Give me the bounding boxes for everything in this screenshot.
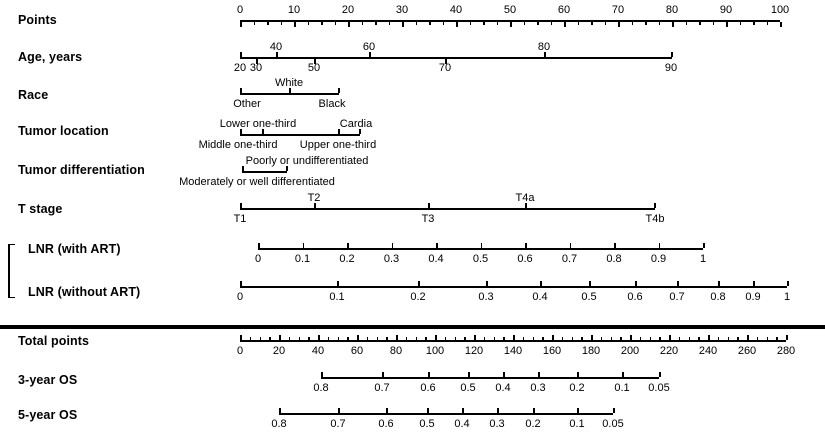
os-3yr-axis — [321, 377, 659, 379]
race-tick-label: Other — [233, 97, 261, 110]
points-tick-label: 0 — [236, 4, 244, 16]
os-3yr-tick-label: 0.05 — [648, 381, 670, 394]
total-points-minor-tick — [659, 337, 661, 340]
total-points-tick-label: 20 — [272, 344, 286, 357]
total-points-tick-label: 140 — [503, 344, 523, 357]
age-row-label: Age, years — [18, 50, 83, 64]
points-minor-tick — [740, 22, 742, 25]
total-points-minor-tick — [689, 337, 691, 340]
lnr-without-art-tick — [486, 281, 488, 286]
points-minor-tick — [254, 22, 256, 25]
points-tick-label: 20 — [341, 4, 355, 16]
points-tick — [456, 22, 458, 27]
total-points-minor-tick — [425, 337, 427, 340]
total-points-minor-tick — [377, 337, 379, 340]
total-points-minor-tick — [503, 337, 505, 340]
lnr-without-art-tick-label: 1 — [783, 290, 791, 303]
os-3yr-tick — [622, 372, 624, 377]
age-tick-label: 80 — [537, 41, 551, 53]
total-points-tick — [279, 335, 281, 340]
total-points-tick — [474, 335, 476, 340]
total-points-minor-tick — [260, 337, 262, 340]
lnr-without-art-tick — [240, 281, 242, 286]
total-points-tick — [786, 335, 788, 340]
total-points-minor-tick — [533, 337, 535, 340]
total-points-minor-tick — [620, 337, 622, 340]
total-points-tick — [396, 335, 398, 340]
os-3yr-tick-label: 0.6 — [420, 381, 436, 394]
total-points-tick-label: 180 — [581, 344, 601, 357]
t-stage-end-tick — [654, 203, 656, 208]
lnr-with-art-axis — [258, 248, 703, 250]
total-points-tick-label: 60 — [350, 344, 364, 357]
points-minor-tick — [429, 22, 431, 25]
os-3yr-tick-label: 0.3 — [530, 381, 546, 394]
lnr-without-art-tick-label: 0.6 — [627, 290, 643, 303]
lnr-with-art-tick-label: 0 — [254, 252, 262, 265]
os-3yr-tick — [321, 372, 323, 377]
os-3yr-tick — [538, 372, 540, 377]
total-points-minor-tick — [494, 337, 496, 340]
lnr-with-art-tick — [258, 243, 260, 248]
points-minor-tick — [470, 22, 472, 25]
points-tick — [618, 22, 620, 27]
t-stage-tick — [428, 203, 430, 208]
total-points-tick-label: 240 — [698, 344, 718, 357]
points-tick-label: 90 — [719, 4, 733, 16]
t-stage-tick-label: T2 — [307, 192, 321, 204]
lnr-with-art-tick — [303, 243, 305, 248]
total-points-tick-label: 160 — [542, 344, 562, 357]
total-points-minor-tick — [464, 337, 466, 340]
age-axis — [240, 57, 672, 59]
lnr-without-art-tick — [540, 281, 542, 286]
points-minor-tick — [321, 22, 323, 25]
os-3yr-tick — [428, 372, 430, 377]
lnr-without-art-tick-label: 0.2 — [410, 290, 426, 303]
points-tick — [672, 22, 674, 27]
total-points-row-label: Total points — [18, 334, 90, 348]
t-stage-end-tick — [240, 203, 242, 208]
lnr-with-art-tick-label: 0.9 — [650, 252, 667, 265]
total-points-minor-tick — [581, 337, 583, 340]
tumor-differentiation-end-tick — [242, 166, 244, 171]
os-5yr-tick-label: 0.4 — [454, 417, 470, 430]
os-5yr-tick — [338, 408, 340, 413]
points-tick-label: 30 — [395, 4, 409, 16]
total-points-minor-tick — [601, 337, 603, 340]
total-points-tick — [747, 335, 749, 340]
tumor-differentiation-tick-label: Poorly or undifferentiated — [245, 155, 369, 167]
lnr-without-art-tick-label: 0.3 — [478, 290, 494, 303]
points-tick — [402, 22, 404, 27]
os-3yr-tick-label: 0.1 — [614, 381, 630, 394]
race-tick-label: Black — [318, 97, 346, 110]
t-stage-tick-label: T1 — [233, 212, 247, 225]
t-stage-row-label: T stage — [18, 202, 63, 216]
lnr-with-art-tick — [570, 243, 572, 248]
points-minor-tick — [497, 22, 499, 25]
points-minor-tick — [362, 22, 364, 25]
points-tick-label: 40 — [449, 4, 463, 16]
total-points-tick — [357, 335, 359, 340]
total-points-tick-label: 220 — [659, 344, 679, 357]
lnr-without-art-tick-label: 0.7 — [669, 290, 685, 303]
total-points-minor-tick — [542, 337, 544, 340]
total-points-minor-tick — [269, 337, 271, 340]
t-stage-axis — [240, 208, 655, 210]
lnr-without-art-tick — [635, 281, 637, 286]
tumor-location-tick-label: Cardia — [339, 118, 373, 130]
tumor-location-axis — [240, 134, 360, 136]
points-minor-tick — [753, 22, 755, 25]
os-3yr-tick-label: 0.4 — [495, 381, 511, 394]
os-3yr-tick-label: 0.2 — [569, 381, 585, 394]
lnr-with-art-tick — [347, 243, 349, 248]
os-3yr-tick-label: 0.5 — [460, 381, 476, 394]
lnr-with-art-tick-label: 0.3 — [383, 252, 400, 265]
points-minor-tick — [767, 22, 769, 25]
os-5yr-tick — [386, 408, 388, 413]
points-minor-tick — [281, 22, 283, 25]
points-tick — [564, 22, 566, 27]
total-points-minor-tick — [757, 337, 759, 340]
race-row-label: Race — [18, 88, 49, 102]
total-points-tick — [669, 335, 671, 340]
os-5yr-axis — [279, 413, 613, 415]
total-points-minor-tick — [572, 337, 574, 340]
total-points-minor-tick — [562, 337, 564, 340]
os-5yr-tick-label: 0.1 — [569, 417, 585, 430]
total-points-minor-tick — [767, 337, 769, 340]
race-end-tick — [338, 88, 340, 93]
lnr-with-art-row-label: LNR (with ART) — [28, 242, 121, 256]
lnr-group-bracket — [8, 244, 15, 298]
os-3yr-tick-label: 0.8 — [313, 381, 329, 394]
total-points-tick — [591, 335, 593, 340]
age-tick-label: 40 — [269, 41, 283, 53]
race-axis — [240, 93, 339, 95]
points-tick — [726, 22, 728, 27]
lnr-with-art-tick — [436, 243, 438, 248]
total-points-tick — [630, 335, 632, 340]
lnr-without-art-tick — [418, 281, 420, 286]
os-5yr-tick-label: 0.3 — [489, 417, 505, 430]
points-minor-tick — [578, 22, 580, 25]
lnr-with-art-tick — [481, 243, 483, 248]
os-5yr-tick — [533, 408, 535, 413]
points-minor-tick — [699, 22, 701, 25]
t-stage-tick-label: T3 — [421, 212, 435, 225]
os-5yr-tick-label: 0.5 — [419, 417, 435, 430]
points-minor-tick — [537, 22, 539, 25]
points-minor-tick — [686, 22, 688, 25]
points-tick — [510, 22, 512, 27]
lnr-without-art-tick — [753, 281, 755, 286]
os-3yr-tick — [503, 372, 505, 377]
points-minor-tick — [659, 22, 661, 25]
points-tick-label: 60 — [557, 4, 571, 16]
total-points-minor-tick — [728, 337, 730, 340]
os-3yr-tick-label: 0.7 — [374, 381, 390, 394]
lnr-with-art-tick-label: 1 — [699, 252, 707, 265]
t-stage-tick-label: T4b — [645, 212, 665, 225]
lnr-without-art-tick-label: 0.5 — [581, 290, 597, 303]
points-tick-label: 70 — [611, 4, 625, 16]
points-tick — [294, 22, 296, 27]
os-3yr-tick — [659, 372, 661, 377]
os-5yr-tick — [613, 408, 615, 413]
total-points-tick — [318, 335, 320, 340]
total-points-minor-tick — [386, 337, 388, 340]
total-points-minor-tick — [611, 337, 613, 340]
lnr-without-art-tick-label: 0.8 — [710, 290, 726, 303]
total-points-tick-label: 80 — [389, 344, 403, 357]
total-points-minor-tick — [640, 337, 642, 340]
section-divider — [0, 325, 825, 329]
lnr-with-art-tick — [392, 243, 394, 248]
total-points-tick — [708, 335, 710, 340]
age-end-tick — [671, 52, 673, 57]
points-minor-tick — [713, 22, 715, 25]
total-points-minor-tick — [523, 337, 525, 340]
total-points-minor-tick — [718, 337, 720, 340]
total-points-tick — [240, 335, 242, 340]
total-points-tick-label: 120 — [464, 344, 484, 357]
lnr-with-art-tick-label: 0.4 — [428, 252, 444, 265]
lnr-without-art-tick-label: 0.1 — [329, 290, 345, 303]
age-tick-label: 60 — [362, 41, 376, 53]
os-5yr-row-label: 5-year OS — [18, 408, 78, 422]
total-points-tick-label: 200 — [620, 344, 640, 357]
total-points-minor-tick — [445, 337, 447, 340]
points-minor-tick — [308, 22, 310, 25]
tumor-differentiation-row-label: Tumor differentiation — [18, 163, 145, 177]
tumor-differentiation-axis — [242, 171, 287, 173]
total-points-minor-tick — [367, 337, 369, 340]
points-minor-tick — [335, 22, 337, 25]
lnr-without-art-tick — [589, 281, 591, 286]
tumor-differentiation-tick-label: Moderately or well differentiated — [179, 175, 335, 188]
total-points-minor-tick — [299, 337, 301, 340]
lnr-with-art-tick-label: 0.5 — [472, 252, 489, 265]
total-points-axis — [240, 340, 786, 342]
points-tick — [780, 22, 782, 27]
total-points-minor-tick — [737, 337, 739, 340]
lnr-with-art-tick — [659, 243, 661, 248]
lnr-with-art-tick-label: 0.6 — [517, 252, 533, 265]
lnr-without-art-axis — [240, 286, 787, 288]
points-minor-tick — [551, 22, 553, 25]
lnr-with-art-tick-label: 0.7 — [561, 252, 578, 265]
os-5yr-tick-label: 0.8 — [271, 417, 287, 430]
tumor-location-tick-label: Lower one-third — [219, 118, 297, 130]
age-tick-label: 70 — [438, 61, 452, 74]
total-points-minor-tick — [679, 337, 681, 340]
points-tick-label: 50 — [503, 4, 517, 16]
points-tick — [348, 22, 350, 27]
os-3yr-tick — [577, 372, 579, 377]
lnr-with-art-tick — [703, 243, 705, 248]
lnr-with-art-tick-label: 0.2 — [339, 252, 355, 265]
os-5yr-tick — [577, 408, 579, 413]
total-points-minor-tick — [328, 337, 330, 340]
t-stage-tick-label: T4a — [515, 192, 535, 204]
os-5yr-tick-label: 0.05 — [602, 417, 624, 430]
os-5yr-tick — [279, 408, 281, 413]
points-minor-tick — [483, 22, 485, 25]
points-minor-tick — [389, 22, 391, 25]
points-minor-tick — [443, 22, 445, 25]
points-minor-tick — [416, 22, 418, 25]
lnr-without-art-tick-label: 0.4 — [532, 290, 548, 303]
total-points-minor-tick — [308, 337, 310, 340]
points-row-label: Points — [18, 13, 57, 27]
total-points-tick-label: 100 — [425, 344, 445, 357]
lnr-without-art-tick — [787, 281, 789, 286]
os-5yr-tick — [497, 408, 499, 413]
lnr-without-art-tick — [337, 281, 339, 286]
lnr-without-art-tick — [718, 281, 720, 286]
age-tick-label: 20 — [233, 61, 247, 74]
total-points-tick-label: 0 — [236, 344, 244, 357]
lnr-with-art-tick-label: 0.1 — [294, 252, 311, 265]
total-points-minor-tick — [338, 337, 340, 340]
lnr-without-art-tick-label: 0.9 — [745, 290, 761, 303]
age-end-tick — [240, 52, 242, 57]
points-minor-tick — [605, 22, 607, 25]
tumor-location-tick-label: Middle one-third — [198, 138, 278, 151]
lnr-with-art-tick — [614, 243, 616, 248]
points-minor-tick — [632, 22, 634, 25]
points-tick-label: 10 — [287, 4, 301, 16]
points-minor-tick — [524, 22, 526, 25]
os-3yr-row-label: 3-year OS — [18, 373, 78, 387]
total-points-minor-tick — [455, 337, 457, 340]
os-5yr-tick-label: 0.2 — [525, 417, 541, 430]
points-minor-tick — [267, 22, 269, 25]
tumor-location-row-label: Tumor location — [18, 124, 109, 138]
os-5yr-tick — [427, 408, 429, 413]
age-tick-label: 50 — [307, 61, 321, 74]
total-points-minor-tick — [776, 337, 778, 340]
total-points-minor-tick — [250, 337, 252, 340]
points-minor-tick — [645, 22, 647, 25]
tumor-location-tick-label: Upper one-third — [299, 138, 377, 151]
lnr-without-art-tick — [677, 281, 679, 286]
total-points-tick — [435, 335, 437, 340]
age-tick-label: 30 — [249, 61, 263, 74]
total-points-tick — [513, 335, 515, 340]
os-5yr-tick-label: 0.7 — [330, 417, 346, 430]
points-tick-label: 80 — [665, 4, 679, 16]
total-points-tick-label: 260 — [737, 344, 757, 357]
total-points-tick — [552, 335, 554, 340]
total-points-tick-label: 40 — [311, 344, 325, 357]
points-tick — [240, 22, 242, 27]
total-points-minor-tick — [698, 337, 700, 340]
total-points-minor-tick — [650, 337, 652, 340]
lnr-with-art-tick-label: 0.8 — [606, 252, 622, 265]
points-minor-tick — [375, 22, 377, 25]
total-points-minor-tick — [347, 337, 349, 340]
os-3yr-tick — [468, 372, 470, 377]
points-minor-tick — [591, 22, 593, 25]
total-points-minor-tick — [406, 337, 408, 340]
age-tick-label: 90 — [664, 61, 678, 74]
lnr-with-art-tick — [525, 243, 527, 248]
lnr-without-art-tick-label: 0 — [236, 290, 244, 303]
lnr-without-art-row-label: LNR (without ART) — [28, 285, 141, 299]
race-end-tick — [240, 88, 242, 93]
total-points-tick-label: 280 — [776, 344, 796, 357]
os-3yr-tick — [382, 372, 384, 377]
points-tick-label: 100 — [770, 4, 790, 16]
total-points-minor-tick — [416, 337, 418, 340]
total-points-minor-tick — [289, 337, 291, 340]
os-5yr-tick-label: 0.6 — [378, 417, 394, 430]
os-5yr-tick — [462, 408, 464, 413]
race-tick-label: White — [274, 77, 304, 89]
total-points-minor-tick — [484, 337, 486, 340]
